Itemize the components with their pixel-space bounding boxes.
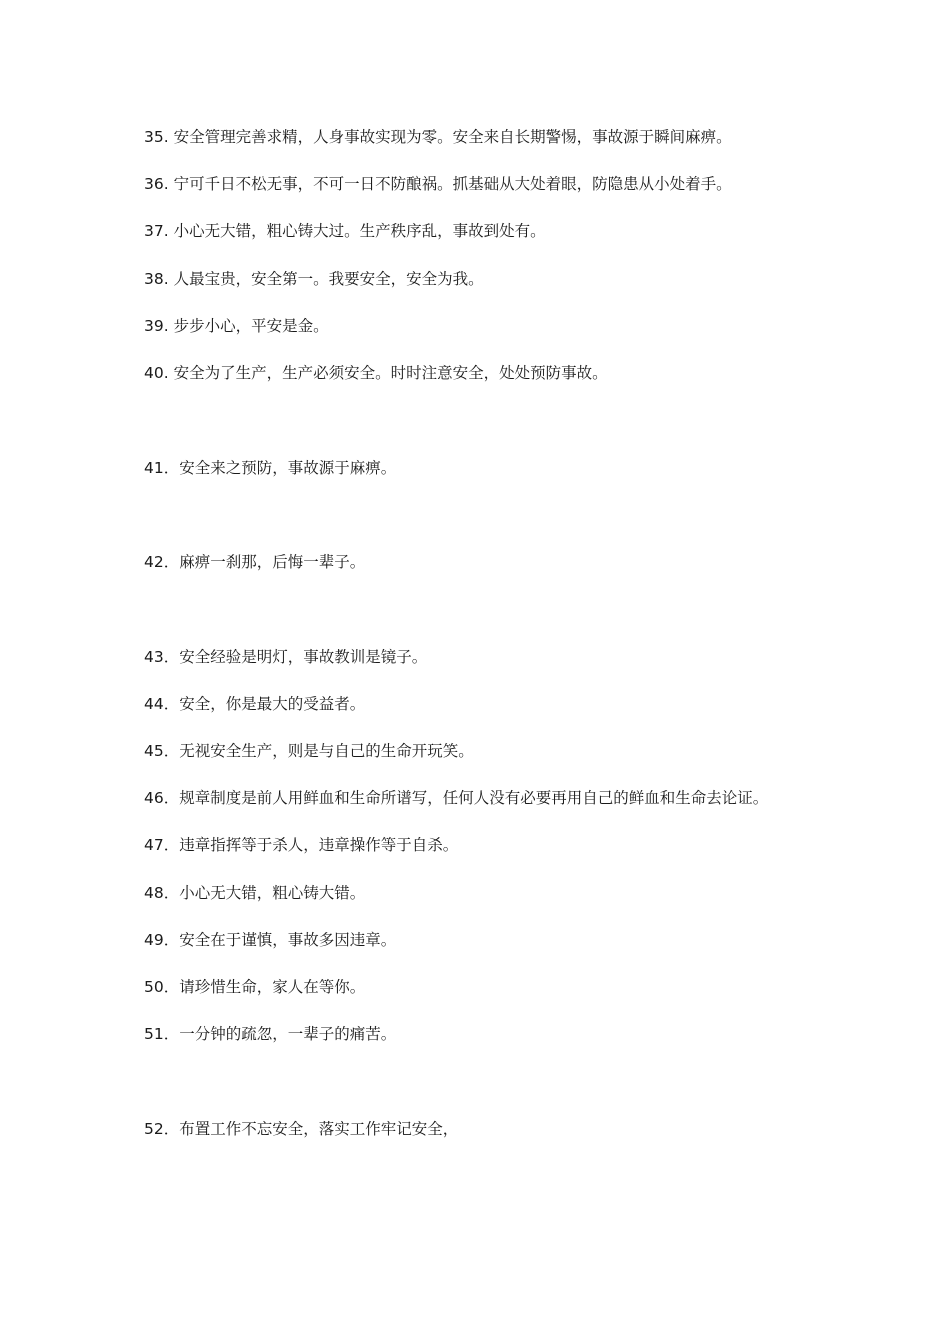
slogan-line-48: 48．小心无大错，粗心铸大错。 [144,884,366,902]
slogan-line-52: 52．布置工作不忘安全，落实工作牢记安全， [144,1120,459,1138]
slogan-line-39: 39. 步步小心，平安是金。 [144,317,329,335]
slogan-line-42: 42．麻痹一刹那，后悔一辈子。 [144,553,366,571]
slogan-line-40: 40. 安全为了生产，生产必须安全。时时注意安全，处处预防事故。 [144,364,608,382]
slogan-line-36: 36. 宁可千日不松无事，不可一日不防酿祸。抓基础从大处着眼，防隐患从小处着手。 [144,175,732,193]
slogan-line-41: 41．安全来之预防，事故源于麻痹。 [144,459,397,477]
slogan-line-49: 49．安全在于谨慎，事故多因违章。 [144,931,397,949]
slogan-line-46: 46．规章制度是前人用鲜血和生命所谱写，任何人没有必要再用自己的鲜血和生命去论证。 [144,789,769,807]
slogan-line-37: 37. 小心无大错，粗心铸大过。生产秩序乱，事故到处有。 [144,222,546,240]
slogan-line-51: 51．一分钟的疏忽，一辈子的痛苦。 [144,1025,397,1043]
slogan-line-38: 38. 人最宝贵，安全第一。我要安全，安全为我。 [144,270,484,288]
slogan-line-44: 44．安全，你是最大的受益者。 [144,695,366,713]
slogan-line-35: 35. 安全管理完善求精，人身事故实现为零。安全来自长期警惕，事故源于瞬间麻痹。 [144,128,732,146]
slogan-line-47: 47．违章指挥等于杀人，违章操作等于自杀。 [144,836,459,854]
slogan-line-45: 45．无视安全生产，则是与自己的生命开玩笑。 [144,742,474,760]
slogan-line-50: 50．请珍惜生命，家人在等你。 [144,978,366,996]
slogan-line-43: 43．安全经验是明灯，事故教训是镜子。 [144,648,428,666]
